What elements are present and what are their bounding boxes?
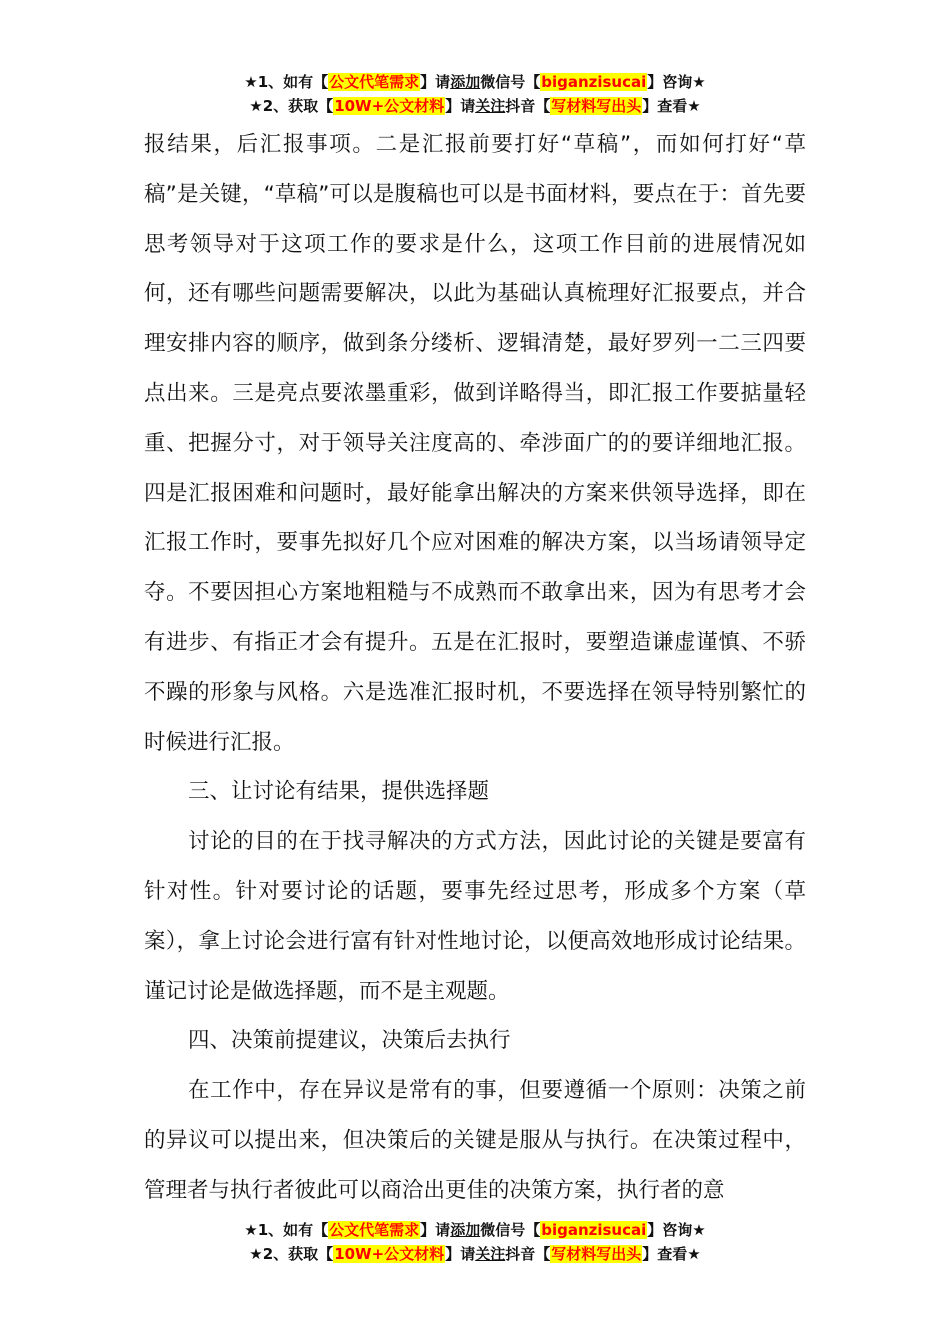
douyin-account: 写材料写出头 [551,1245,642,1263]
footer-banner [0,1218,950,1266]
banner-line-1: ★1、如有【公文代笔需求】请添加微信号【biganzisucai】咨询★ [244,1221,706,1239]
banner-line-1: ★1、如有【公文代笔需求】请添加微信号【biganzisucai】咨询★ [244,73,706,91]
paragraph: 在工作中，存在异议是常有的事，但要遵循一个原则：决策之前的异议可以提出来，但决策后的关键是服从与执行。在决策过程中，管理者与执行者彼此可以商洽出更佳的决策方案，执行者的意 [144,1078,806,1203]
wechat-id: biganzisucai [541,73,647,91]
highlight-text: 10W+公文材料 [334,97,445,115]
highlight-text: 10W+公文材料 [334,1245,445,1263]
header-banner [0,70,950,118]
section-heading: 四、决策前提建议，决策后去执行 [188,1028,511,1054]
highlight-text: 公文代笔需求 [329,73,420,91]
section-heading: 三、让讨论有结果，提供选择题 [188,779,490,805]
douyin-account: 写材料写出头 [551,97,642,115]
document-body [144,120,806,1216]
banner-line-2: ★2、获取【10W+公文材料】请关注抖音【写材料写出头】查看★ [249,1245,701,1263]
wechat-id: biganzisucai [541,1221,647,1239]
paragraph: 报结果，后汇报事项。二是汇报前要打好“草稿”，而如何打好“草稿”是关键，“草稿”可以是腹稿也可以是书面材料，要点在于：首先要思考领导对于这项工作的要求是什么，这项工作目前的进展情况如何，还有哪些问题需要解决，以此为基础认真梳理好汇报要点，并合理安排内容的顺序，做到条分缕析、逻辑清楚，最好罗列一二三四要点出来。三是亮点要浓墨重彩，做到详略得当，即汇报工作要掂量轻重、把握分寸，对于领导关注度高的、牵涉面广的的要详细地汇报。四是汇报困难和问题时，最好能拿出解决的方案来供领导选择，即在汇报工作时，要事先拟好几个应对困难的解决方案，以当场请领导定夺。不要因担心方案地粗糙与不成熟而不敢拿出来，因为有思考才会有进步、有指正才会有提升。五是在汇报时，要塑造谦虚谨慎、不骄不躁的形象与风格。六是选准汇报时机，不要选择在领导特别繁忙的时候进行汇报。 [144,132,806,755]
banner-line-2: ★2、获取【10W+公文材料】请关注抖音【写材料写出头】查看★ [249,97,701,115]
highlight-text: 公文代笔需求 [329,1221,420,1239]
paragraph: 讨论的目的在于找寻解决的方式方法，因此讨论的关键是要富有针对性。针对要讨论的话题，要事先经过思考，形成多个方案（草案），拿上讨论会进行富有针对性地讨论，以便高效地形成讨论结果。谨记讨论是做选择题，而不是主观题。 [144,829,806,1004]
